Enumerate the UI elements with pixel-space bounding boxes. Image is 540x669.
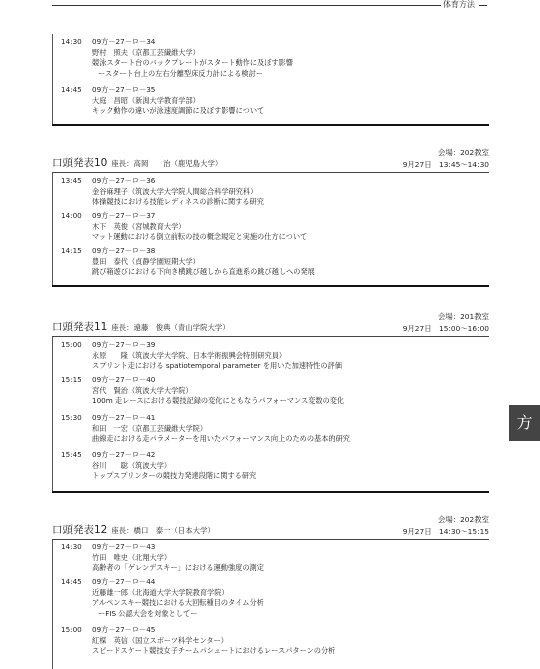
session-title: 口頭発表11 [52, 321, 108, 333]
entry-code: 09方－27－ロ－45 [92, 625, 156, 634]
entry-title: スピードスケート競技女子チームパシュートにおけるレースパターンの分析 [92, 646, 336, 656]
entry-subtitle: ーFIS 公認大会を対象としてー [98, 608, 198, 618]
entry-title: 体操競技における技能レディネスの診断に関する研究 [92, 197, 264, 207]
entry-code: 09方－27－ロ－39 [92, 340, 156, 349]
entry-time: 15:00 [61, 340, 82, 349]
entry-title: 跳び箱遊びにおける下向き横跳び越しから直進系の跳び越しへの発展 [92, 267, 315, 277]
entry-code: 09方－27－ロ－42 [92, 450, 156, 459]
entry-presenter: 谷川 聡（筑波大学） [92, 460, 172, 470]
entry-time: 15:15 [61, 375, 82, 384]
session-chair: 座長：橋口 泰一（日本大学） [111, 526, 215, 535]
entry-presenter: 近藤雄一郎（北海道大学大学院教育学院） [92, 587, 229, 597]
entry-time: 15:00 [61, 625, 82, 634]
entry-code: 09方－27－ロ－38 [92, 246, 156, 255]
session-title: 口頭発表10 [52, 157, 108, 169]
entry-code: 09方－27－ロ－36 [92, 176, 156, 185]
block-bottom-rule [52, 285, 489, 287]
section-index-tab: 方 [509, 405, 540, 441]
header-dash [479, 5, 487, 6]
block-left-rule [52, 173, 53, 287]
entry-presenter: 木下 英俊（宮城教育大学） [92, 221, 186, 231]
session-heading [52, 321, 230, 334]
session-chair: 座長：遠藤 俊典（青山学院大学） [111, 323, 230, 332]
entry-title: 100m 走レースにおける競技記録の変化にともなうパフォーマンス変数の変化 [92, 396, 345, 406]
entry-title: 競泳スタート台のバックプレートがスタート動作に及ぼす影響 [92, 58, 293, 68]
entry-title: 高齢者の「ゲレンデスキー」における運動強度の測定 [92, 563, 264, 573]
entry-code: 09方－27－ロ－35 [92, 85, 156, 94]
session-venue: 会場：202教室 [437, 515, 489, 524]
entry-presenter: 紅楳 英信（国立スポーツ科学センター） [92, 635, 228, 645]
running-header: 体育方法 [443, 0, 475, 9]
entry-presenter: 金谷麻理子（筑波大学大学院人間総合科学研究科） [92, 186, 258, 196]
entry-presenter: 和田 一宏（京都工芸繊維大学院） [92, 423, 208, 433]
entry-code: 09方－27－ロ－34 [92, 37, 156, 46]
session-datetime: 9月27日 14:30～15:15 [402, 527, 489, 536]
session-block [52, 173, 489, 287]
entry-code: 09方－27－ロ－43 [92, 542, 156, 551]
session-datetime: 9月27日 13:45～14:30 [402, 160, 489, 169]
entry-code: 09方－27－ロ－37 [92, 211, 156, 220]
entry-title: トップスプリンターの競技力発達段階に関する研究 [92, 471, 257, 481]
entry-code: 09方－27－ロ－40 [92, 375, 156, 384]
entry-time: 14:45 [61, 577, 82, 586]
session-venue: 会場：202教室 [437, 148, 489, 157]
entry-title: マット運動における倒立前転の技の概念規定と実施の仕方について [92, 232, 308, 242]
entry-time: 14:45 [61, 85, 82, 94]
entry-time: 15:45 [61, 450, 82, 459]
entry-presenter: 竹田 唯史（北翔大学） [92, 552, 172, 562]
session-heading [52, 157, 222, 170]
entry-time: 14:15 [61, 246, 82, 255]
session-block [52, 337, 489, 493]
entry-time: 14:30 [61, 542, 82, 551]
continued-session-block [52, 34, 489, 126]
entry-time: 15:30 [61, 413, 82, 422]
session-datetime: 9月27日 15:00～16:00 [402, 324, 489, 333]
header-rule [52, 5, 441, 6]
entry-code: 09方－27－ロ－41 [92, 413, 156, 422]
entry-presenter: 豊田 泰代（貞静学園短期大学） [92, 256, 200, 266]
entry-title: 曲線走における走パラメーターを用いたパフォーマンス向上のための基本的研究 [92, 434, 350, 444]
entry-presenter: 野村 照夫（京都工芸繊維大学） [92, 47, 200, 57]
block-left-rule [52, 540, 53, 669]
entry-time: 14:30 [61, 37, 82, 46]
entry-presenter: 永原 隆（筑波大学大学院、日本学術振興会特別研究員） [92, 350, 287, 360]
entry-title: スプリント走における spatiotemporal parameter を用いた加速特性の評価 [92, 361, 342, 371]
session-title: 口頭発表12 [52, 524, 108, 536]
block-bottom-rule [52, 491, 489, 493]
entry-presenter: 大庭 昌昭（新潟大学教育学部） [92, 95, 200, 105]
entry-subtitle: ースタート台上の左右分離型床反力計による検討ー [98, 68, 263, 78]
entry-time: 14:00 [61, 211, 82, 220]
session-chair: 座長：高岡 治（鹿児島大学） [111, 159, 223, 168]
entry-time: 13:45 [61, 176, 82, 185]
session-venue: 会場：201教室 [437, 312, 489, 321]
session-block [52, 540, 489, 669]
entry-title: キック動作の違いが泳速度調節に及ぼす影響について [92, 106, 265, 116]
block-left-rule [52, 34, 53, 126]
entry-title: アルペンスキー競技における大回転種目のタイム分析 [92, 598, 264, 608]
session-heading [52, 524, 215, 537]
block-left-rule [52, 337, 53, 493]
block-bottom-rule [52, 124, 489, 126]
entry-code: 09方－27－ロ－44 [92, 577, 156, 586]
entry-presenter: 宮代 賢治（筑波大学大学院） [92, 385, 193, 395]
